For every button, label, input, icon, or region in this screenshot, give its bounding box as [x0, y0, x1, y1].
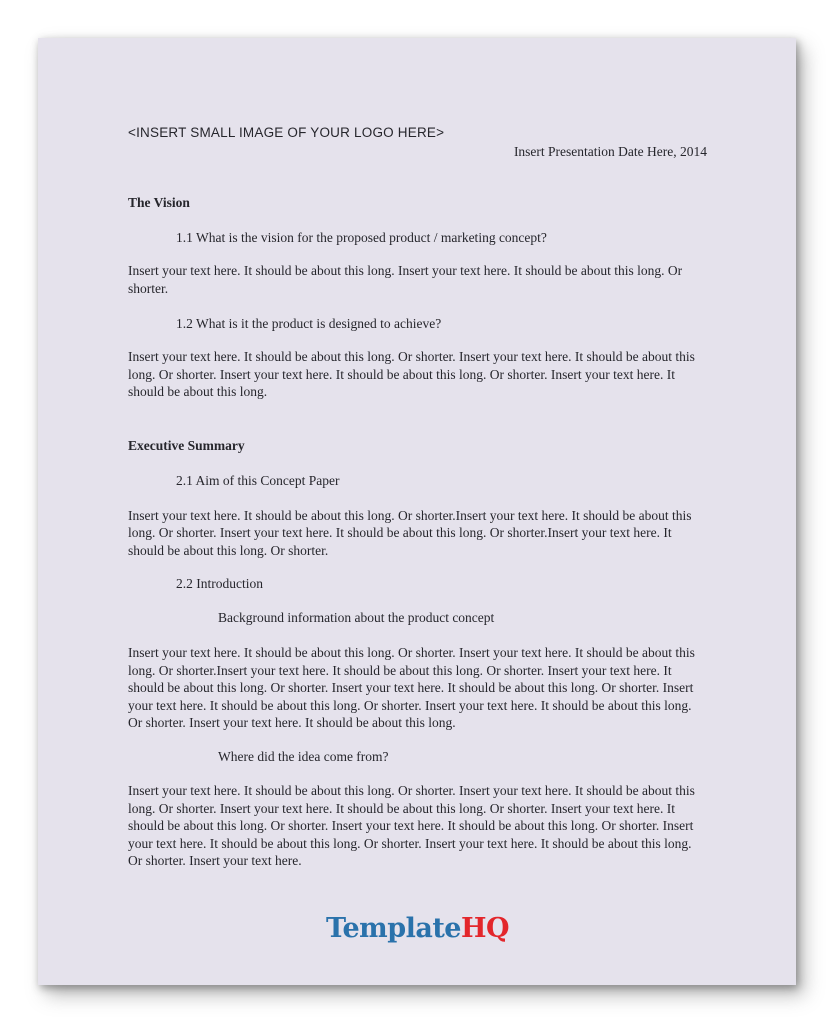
document-content: [38, 38, 796, 944]
question-2-2: 2.2 Introduction: [176, 576, 263, 591]
templatehq-logo-red-part: HQ: [461, 912, 510, 944]
section-heading-executive-summary: Executive Summary: [128, 437, 245, 453]
question-1-2: 1.2 What is it the product is designed to achieve?: [176, 315, 442, 331]
vision-paragraph-1: Insert your text here. It should be about this long. Insert your text here. It should be about this long. Or shorter.: [128, 263, 683, 296]
subheading-where-did-idea-come-from: Where did the idea come from?: [218, 749, 389, 764]
executive-paragraph-3: Insert your text here. It should be about this long. Or shorter. Insert your text here. It should be about this long. Or shorter. Insert your text here. It should be about this long. Or shorter. Insert your text here. It should be about this long. Or shorter. Insert your text here. It should be about this long. Or shorter. Insert your text here. It should be about this long. Or shorter. Insert your text here. It should be about this long. Or shorter. Insert your text here.: [128, 783, 695, 868]
presentation-date-line: Insert Presentation Date Here, 2014: [513, 144, 707, 159]
logo-placeholder-text: <INSERT SMALL IMAGE OF YOUR LOGO HERE>: [128, 125, 445, 140]
templatehq-logo: [128, 912, 707, 944]
vision-paragraph-2: Insert your text here. It should be about this long. Or shorter. Insert your text here. It should be about this long. Or shorter. Insert your text here. It should be about this long. Or shorter. Insert your text here. It should be about this long.: [128, 349, 695, 399]
question-2-1: 2.1 Aim of this Concept Paper: [176, 472, 340, 488]
executive-paragraph-2: Insert your text here. It should be about this long. Or shorter. Insert your text here. It should be about this long. Or shorter.Insert your text here. It should be about this long. Or shorter. Insert your text here. It should be about this long. Or shorter. Insert your text here. It should be about this long. Or shorter. Insert your text here. It should be about this long. Or shorter. Insert your text here. It should be about this long. Or shorter. Insert your text here. It should be about this long.: [128, 645, 695, 730]
document-page: [38, 38, 796, 985]
templatehq-logo-blue-part: Template: [325, 912, 461, 944]
question-1-1: 1.1 What is the vision for the proposed product / marketing concept?: [176, 230, 547, 245]
executive-paragraph-1: Insert your text here. It should be about this long. Or shorter.Insert your text here. It should be about this long. Or shorter. Insert your text here. It should be about this long. Or shorter.Insert your text here. It should be about this long. Or shorter.: [128, 507, 692, 558]
subheading-background-information: Background information about the product concept: [218, 610, 495, 625]
section-heading-the-vision: The Vision: [128, 195, 190, 210]
